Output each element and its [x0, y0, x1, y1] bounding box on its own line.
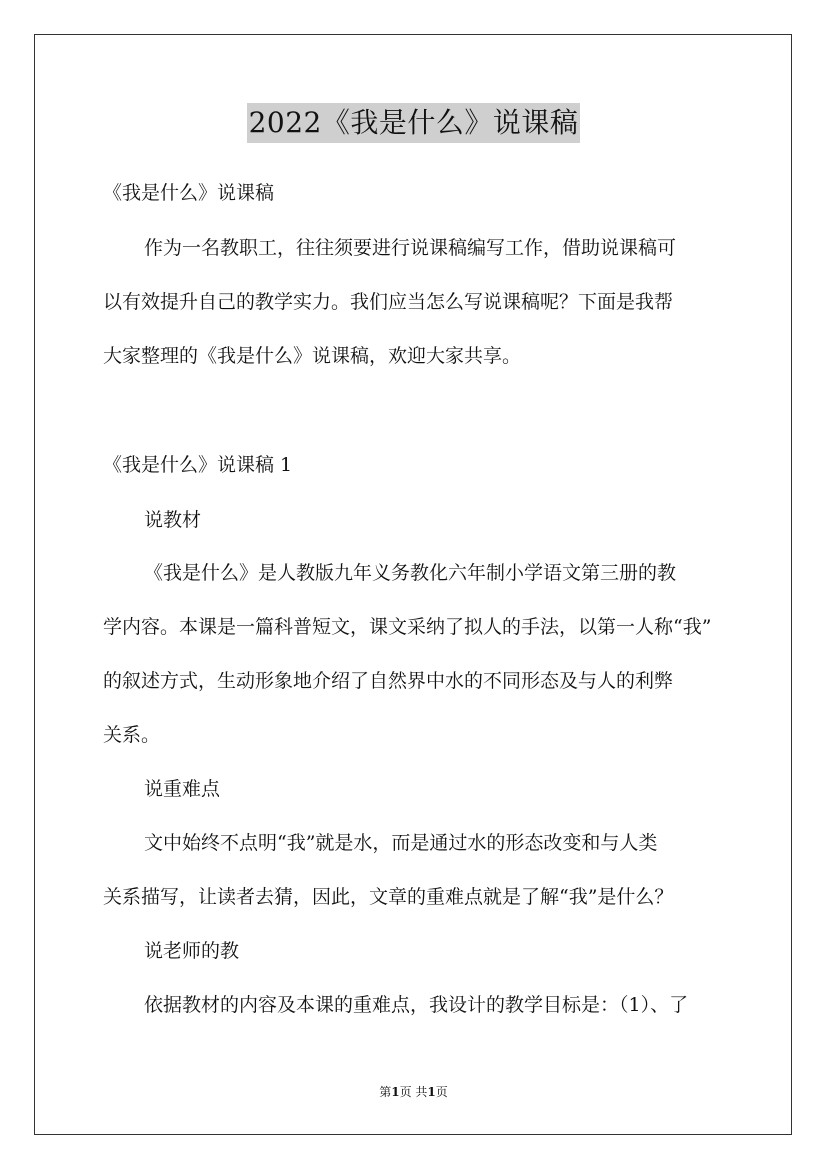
footer-page-number: 1	[391, 1085, 400, 1099]
footer-total-number: 1	[427, 1085, 436, 1099]
subheading: 说老师的教	[144, 940, 240, 962]
paragraph-line: 依据教材的内容及本课的重难点，我设计的教学目标是：（1）、了	[144, 994, 689, 1016]
paragraph-line: 《我是什么》是人教版九年义务教化六年制小学语文第三册的教	[144, 562, 677, 584]
footer-total-label: 共	[415, 1085, 428, 1099]
paragraph-line: 关系描写，让读者去猜，因此，文章的重难点就是了解“我”是什么？	[103, 886, 674, 908]
paragraph-line: 关系。	[103, 724, 161, 746]
paragraph-line: 作为一名教职工，往往须要进行说课稿编写工作，借助说课稿可	[144, 237, 677, 259]
title-container	[0, 103, 827, 143]
paragraph-line: 大家整理的《我是什么》说课稿，欢迎大家共享。	[103, 345, 522, 367]
paragraph-line: 的叙述方式，生动形象地介绍了自然界中水的不同形态及与人的利弊	[103, 670, 674, 692]
paragraph-line: 文中始终不点明“我”就是水，而是通过水的形态改变和与人类	[144, 832, 658, 854]
paragraph-line: 以有效提升自己的教学实力。我们应当怎么写说课稿呢？下面是我帮	[103, 291, 674, 313]
document-title: 2022《我是什么》说课稿	[247, 103, 581, 143]
page-footer	[0, 1083, 827, 1100]
section-heading: 《我是什么》说课稿 1	[103, 454, 293, 476]
heading-main: 《我是什么》说课稿	[103, 182, 275, 204]
subheading: 说重难点	[144, 778, 221, 800]
subheading: 说教材	[144, 509, 202, 531]
footer-page-label: 第	[379, 1085, 392, 1099]
footer-total-unit: 页	[435, 1085, 448, 1099]
paragraph-line: 学内容。本课是一篇科普短文，课文采纳了拟人的手法，以第一人称“我”	[103, 616, 712, 638]
footer-page-unit: 页	[399, 1085, 412, 1099]
